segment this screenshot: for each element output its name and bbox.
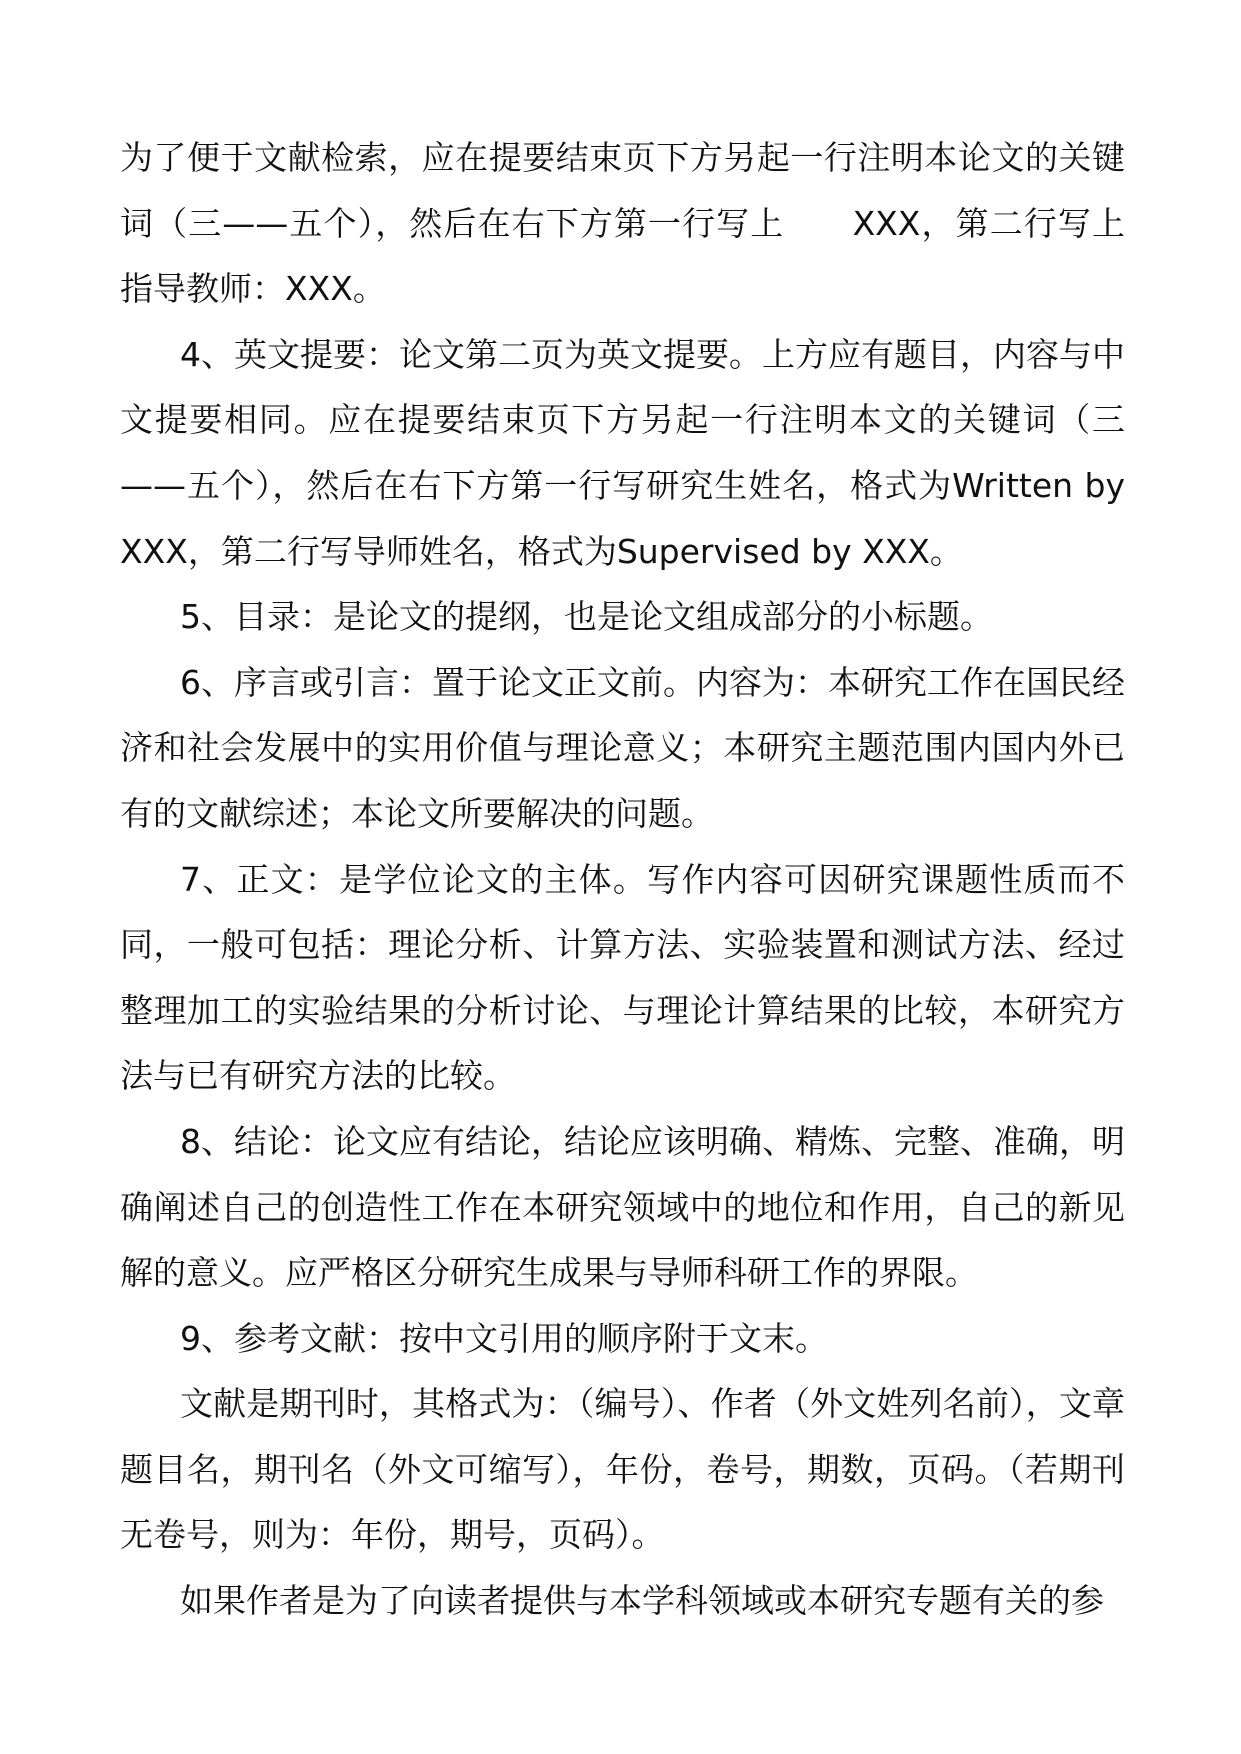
paragraph-conclusion: 8、结论：论文应有结论，结论应该明确、精炼、完整、准确，明确阐述自己的创造性工作在本研究领域中的地位和作用，自己的新见解的意义。应严格区分研究生成果与导师科研工作的界限。 <box>120 1121 1125 1293</box>
paragraph-references: 9、参考文献：按中文引用的顺序附于文末。 <box>180 1318 828 1358</box>
paragraph-main-text: 7、正文：是学位论文的主体。写作内容可因研究课题性质而不同，一般可包括：理论分析、计算方法、实验装置和测试方法、经过整理加工的实验结果的分析讨论、与理论计算结果的比较，本研究方法与已有研究方法的比较。 <box>120 859 1125 1096</box>
document-page <box>120 125 1125 1634</box>
paragraph-further-reading: 如果作者是为了向读者提供与本学科领域或本研究专题有关的参 <box>180 1581 1104 1621</box>
paragraph-journal-format: 文献是期刊时，其格式为：（编号）、作者（外文姓列名前），文章题目名，期刊名（外文可缩写），年份，卷号，期数，页码。（若期刊无卷号，则为：年份，期号，页码）。 <box>120 1384 1125 1555</box>
paragraph-keywords-note: 为了便于文献检索，应在提要结束页下方另起一行注明本论文的关键词（三——五个），然后在右下方第一行写上 XXX，第二行写上指导教师：XXX。 <box>120 138 1125 309</box>
paragraph-preface: 6、序言或引言：置于论文正文前。内容为：本研究工作在国民经济和社会发展中的实用价值与理论意义；本研究主题范围内国内外已有的文献综述；本论文所要解决的问题。 <box>120 662 1125 833</box>
paragraph-english-abstract: 4、英文提要：论文第二页为英文提要。上方应有题目，内容与中文提要相同。应在提要结束页下方另起一行注明本文的关键词（三——五个），然后在右下方第一行写研究生姓名，格式为Written by XXX，第二行写导师姓名，格式为Supervised by XXX。 <box>120 334 1125 571</box>
paragraph-table-of-contents: 5、目录：是论文的提纲，也是论文组成部分的小标题。 <box>180 597 993 637</box>
